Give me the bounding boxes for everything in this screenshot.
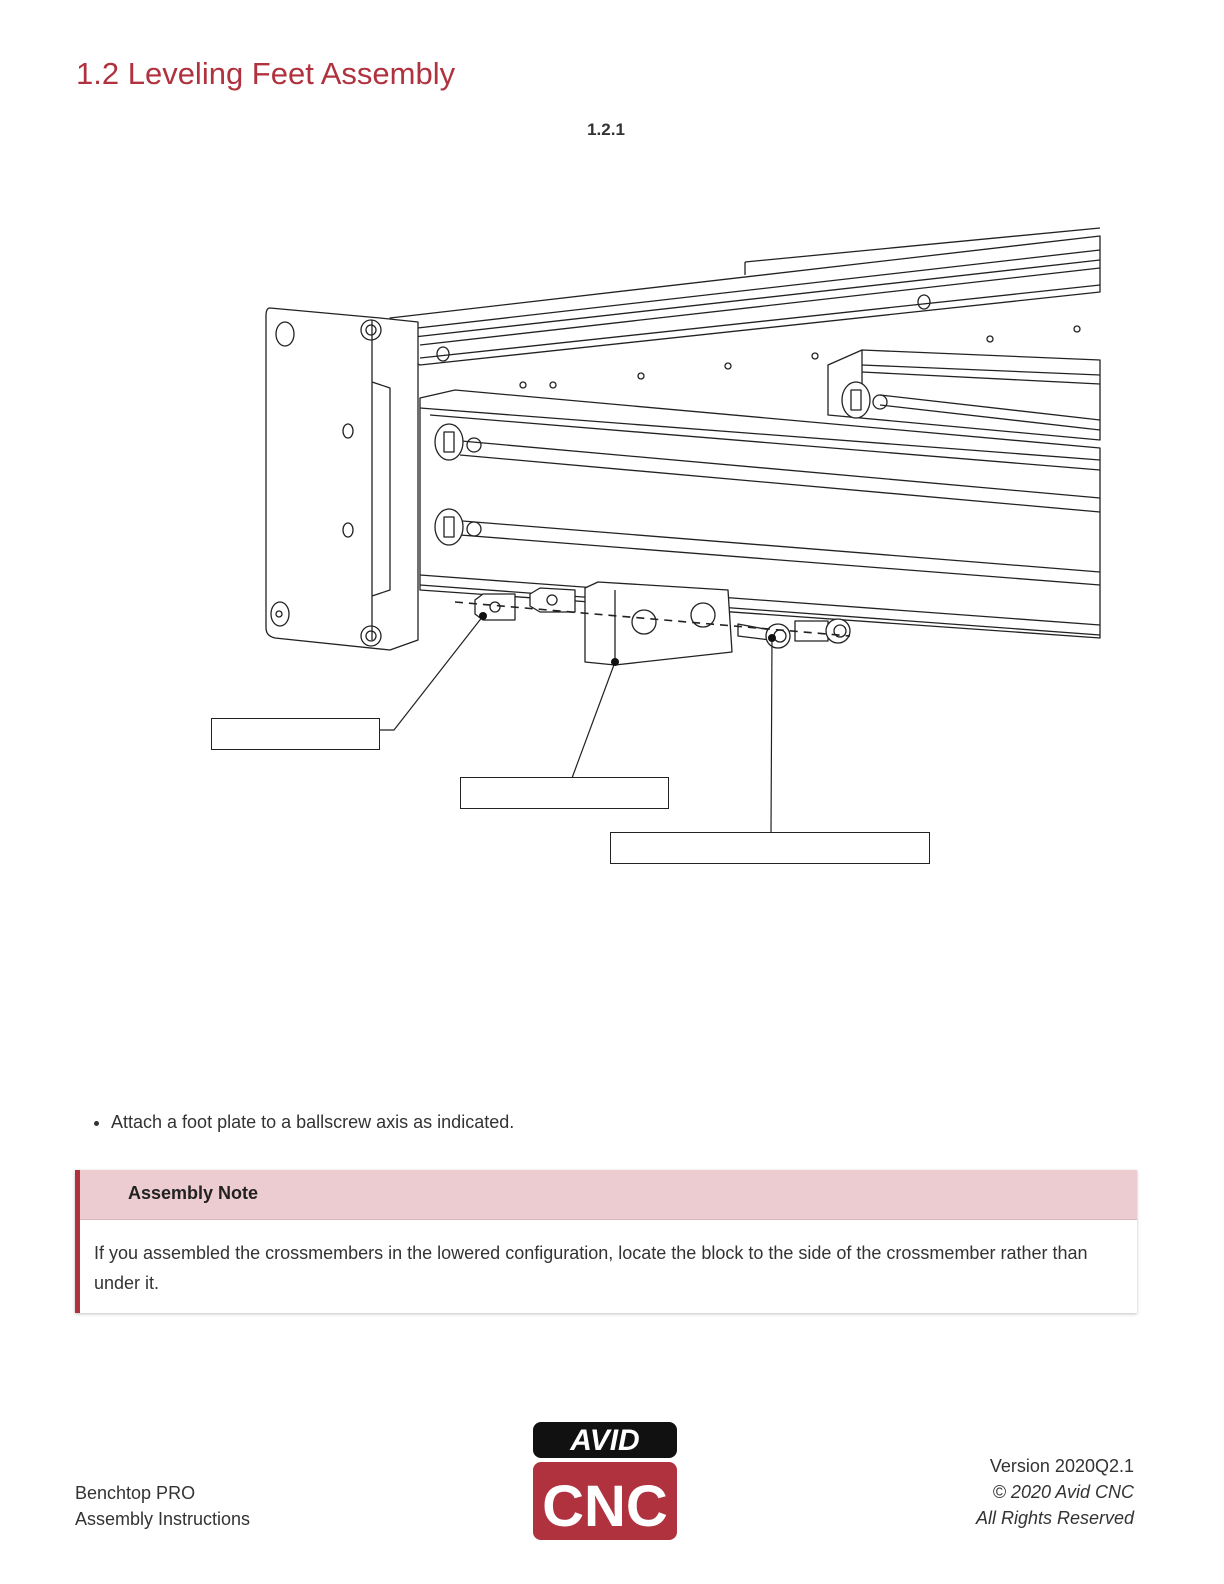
leader-line-2 xyxy=(572,662,615,778)
note-title: Assembly Note xyxy=(80,1170,1137,1220)
screw-1 xyxy=(738,624,770,640)
logo-top-text: AVID xyxy=(570,1424,640,1457)
footer-doc-type: Assembly Instructions xyxy=(75,1509,251,1529)
callout-screw xyxy=(610,832,930,864)
footer-copyright: © 2020 Avid CNC xyxy=(992,1482,1134,1502)
footer-left xyxy=(75,1480,250,1532)
figure-label: 1.2.1 xyxy=(587,120,625,139)
assembly-note xyxy=(75,1170,1137,1313)
footer-rights: All Rights Reserved xyxy=(975,1508,1134,1528)
callout-t-nut xyxy=(211,718,380,750)
end-plate xyxy=(266,308,418,650)
leader-line-3 xyxy=(771,638,772,833)
screw-2 xyxy=(795,621,828,641)
t-nut-2 xyxy=(530,588,575,612)
callout-foot-block xyxy=(460,777,669,809)
section-title: 1.2 Leveling Feet Assembly xyxy=(76,56,456,91)
footer-product: Benchtop PRO xyxy=(75,1483,196,1503)
instruction-item: • Attach a foot plate to a ballscrew axis as indicated. xyxy=(111,1112,514,1133)
logo-bottom-text: CNC xyxy=(542,1474,668,1539)
footer-right xyxy=(976,1453,1134,1531)
footer-version: Version 2020Q2.1 xyxy=(989,1456,1134,1476)
instruction-list xyxy=(86,1112,514,1133)
note-body: If you assembled the crossmembers in the lowered configuration, locate the block to the side of the crossmember rather than under it. xyxy=(94,1243,1088,1293)
avid-cnc-logo xyxy=(531,1420,679,1542)
top-rail xyxy=(390,236,1100,365)
